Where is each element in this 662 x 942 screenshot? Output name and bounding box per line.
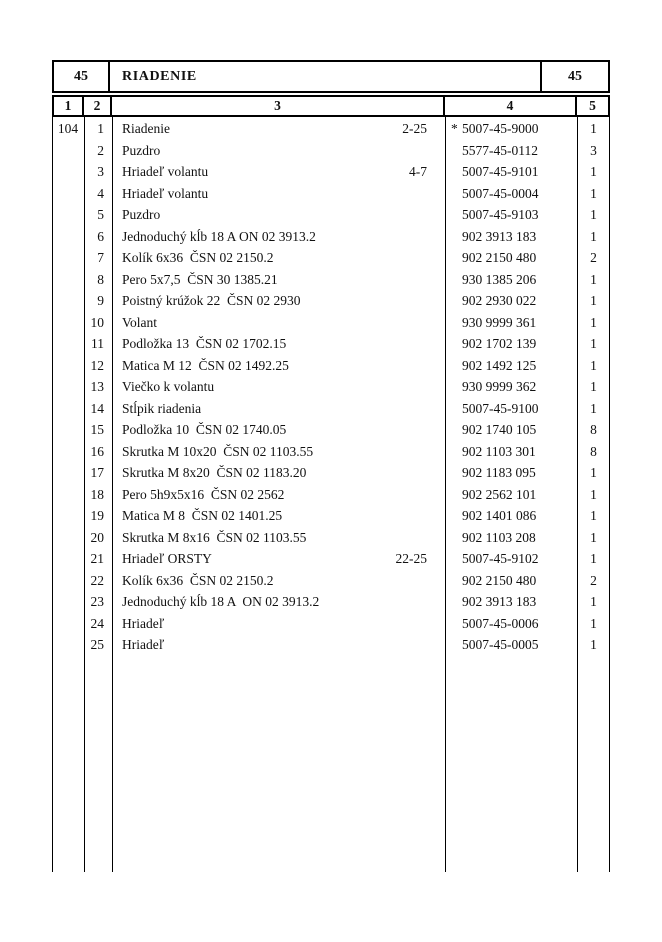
row-star-marker: [445, 312, 462, 334]
row-ref-range: [427, 247, 445, 269]
row-description: Skrutka M 10x20 ČSN 02 1103.55: [122, 443, 314, 459]
row-star-marker: [445, 484, 462, 506]
row-quantity: 2: [590, 250, 597, 265]
table-body: [52, 117, 610, 872]
row-part-cell: [445, 613, 577, 635]
row-quantity: 1: [590, 164, 597, 179]
column-header-5: 5: [577, 95, 610, 117]
row-description-cell: [112, 441, 445, 463]
column-header-2: 2: [84, 95, 112, 117]
row-description: Viečko k volantu: [122, 379, 215, 394]
row-star-marker: [445, 398, 462, 420]
row-part-cell: [445, 183, 577, 205]
row-group-code: [52, 505, 84, 527]
row-ref-range: [427, 419, 445, 441]
row-part-cell: [445, 441, 577, 463]
row-description: Hriadeľ ORSTY: [122, 551, 212, 566]
row-part-number: 902 1103 301: [462, 443, 536, 459]
row-position: 21: [90, 551, 104, 566]
row-star-marker: [445, 419, 462, 441]
row-description: Puzdro: [122, 207, 161, 222]
row-description: Jednoduchý kĺb 18 A ON 02 3913.2: [122, 228, 316, 244]
table-row: [52, 183, 610, 205]
row-part-number: 930 9999 361: [462, 314, 537, 330]
row-quantity: 1: [590, 121, 597, 136]
row-star-marker: [445, 527, 462, 549]
row-ref-range: [427, 613, 445, 635]
row-star-marker: [445, 183, 462, 205]
row-quantity: 1: [590, 271, 597, 287]
row-part-cell: [445, 226, 577, 248]
row-part-number: 902 2150 480: [462, 572, 537, 588]
row-position: 12: [90, 357, 104, 373]
row-position: 6: [97, 228, 104, 244]
row-description-cell: [112, 118, 445, 140]
row-position: 3: [97, 164, 104, 179]
row-star-marker: [445, 613, 462, 635]
row-part-number: 902 1702 139: [462, 336, 537, 351]
row-group-code: [52, 634, 84, 656]
row-quantity: 2: [590, 572, 597, 588]
row-star-marker: [445, 247, 462, 269]
table-row: [52, 226, 610, 248]
table-row: [52, 118, 610, 140]
row-position: 23: [90, 594, 104, 609]
row-description: Stĺpik riadenia: [122, 400, 202, 416]
table-row: [52, 161, 610, 183]
row-part-cell: [445, 312, 577, 334]
row-part-number: 902 1103 208: [462, 529, 536, 545]
table-row: [52, 398, 610, 420]
row-part-number: 902 2930 022: [462, 293, 537, 308]
row-position: 17: [90, 465, 104, 480]
row-ref-range: [427, 355, 445, 377]
row-part-cell: [445, 333, 577, 355]
table-row: [52, 548, 610, 570]
row-part-number: 5007-45-0004: [462, 185, 539, 201]
row-part-cell: [445, 247, 577, 269]
row-star-marker: [445, 269, 462, 291]
row-position: 10: [90, 314, 104, 330]
row-description: Riadenie: [122, 121, 170, 136]
row-part-number: 902 1740 105: [462, 422, 537, 437]
row-description-cell: [112, 613, 445, 635]
table-row: [52, 484, 610, 506]
row-quantity: 1: [590, 400, 597, 416]
row-part-cell: [445, 269, 577, 291]
row-part-cell: [445, 419, 577, 441]
row-part-number: 902 2150 480: [462, 250, 537, 265]
row-position: 14: [90, 400, 104, 416]
row-description: Skrutka M 8x20 ČSN 02 1183.20: [122, 465, 307, 480]
row-description-cell: [112, 505, 445, 527]
row-part-number: 5007-45-9000: [462, 121, 539, 136]
table-row: [52, 527, 610, 549]
row-part-number: 902 1492 125: [462, 357, 537, 373]
column-header-3: 3: [112, 95, 445, 117]
table-row: [52, 376, 610, 398]
row-description-cell: [112, 204, 445, 226]
row-part-cell: [445, 634, 577, 656]
row-part-number: 5577-45-0112: [462, 142, 538, 158]
row-description-cell: [112, 462, 445, 484]
row-star-marker: [445, 140, 462, 162]
row-part-number: 902 1401 086: [462, 508, 537, 523]
row-part-cell: [445, 548, 577, 570]
table-row: [52, 570, 610, 592]
row-position: 20: [90, 529, 104, 545]
row-description: Hriadeľ volantu: [122, 164, 209, 179]
row-part-number: 5007-45-9102: [462, 551, 539, 566]
row-star-marker: [445, 290, 462, 312]
table-row: [52, 355, 610, 377]
row-description-cell: [112, 226, 445, 248]
row-quantity: 8: [590, 422, 597, 437]
row-position: 16: [90, 443, 104, 459]
table-row: [52, 634, 610, 656]
row-quantity: 1: [590, 486, 597, 502]
row-description-cell: [112, 570, 445, 592]
row-group-code: [52, 591, 84, 613]
table-row: [52, 333, 610, 355]
row-part-number: 902 3913 183: [462, 594, 537, 609]
row-description: Matica M 12 ČSN 02 1492.25: [122, 357, 289, 373]
row-description: Jednoduchý kĺb 18 A ON 02 3913.2: [122, 594, 320, 609]
row-part-cell: [445, 570, 577, 592]
row-description: Puzdro: [122, 142, 161, 158]
table-row: [52, 419, 610, 441]
row-description: Poistný krúžok 22 ČSN 02 2930: [122, 293, 301, 308]
row-part-cell: [445, 118, 577, 140]
row-star-marker: [445, 548, 462, 570]
row-ref-range: [427, 140, 445, 162]
row-group-code: [52, 312, 84, 334]
row-position: 19: [90, 508, 104, 523]
row-ref-range: [427, 505, 445, 527]
row-group-code: [52, 204, 84, 226]
row-group-code: [52, 269, 84, 291]
row-quantity: 1: [590, 551, 597, 566]
row-group-code: [52, 290, 84, 312]
row-ref-range: [427, 376, 445, 398]
row-group-code: [52, 140, 84, 162]
row-quantity: 1: [590, 637, 597, 652]
row-part-cell: [445, 505, 577, 527]
row-star-marker: [445, 355, 462, 377]
section-code-left: 45: [52, 60, 110, 93]
row-part-cell: [445, 204, 577, 226]
row-quantity: 1: [590, 379, 597, 394]
row-quantity: 1: [590, 508, 597, 523]
column-header-4: 4: [445, 95, 577, 117]
row-position: 4: [97, 185, 104, 201]
row-group-code: [52, 441, 84, 463]
row-quantity: 3: [590, 142, 597, 158]
row-group-code: [52, 548, 84, 570]
row-description: Podložka 13 ČSN 02 1702.15: [122, 336, 287, 351]
table-row: [52, 613, 610, 635]
row-quantity: 1: [590, 465, 597, 480]
row-group-code: [52, 376, 84, 398]
row-part-number: 930 9999 362: [462, 379, 537, 394]
row-star-marker: [445, 333, 462, 355]
row-ref-range: [427, 570, 445, 592]
table-row: [52, 505, 610, 527]
row-part-cell: [445, 290, 577, 312]
row-part-number: 5007-45-9100: [462, 400, 539, 416]
row-part-number: 902 1183 095: [462, 465, 536, 480]
row-quantity: 1: [590, 228, 597, 244]
row-quantity: 1: [590, 529, 597, 545]
row-star-marker: [445, 591, 462, 613]
row-star-marker: [445, 204, 462, 226]
table-row: [52, 591, 610, 613]
row-ref-range: 22-25: [395, 551, 427, 566]
row-description: Kolík 6x36 ČSN 02 2150.2: [122, 250, 274, 265]
column-header-1: 1: [52, 95, 84, 117]
row-description-cell: [112, 398, 445, 420]
row-part-cell: [445, 355, 577, 377]
row-position: 13: [90, 379, 104, 394]
row-quantity: 1: [590, 336, 597, 351]
row-description: Hriadeľ volantu: [122, 185, 209, 201]
row-group-code: [52, 419, 84, 441]
row-quantity: 1: [590, 594, 597, 609]
row-description-cell: [112, 591, 445, 613]
row-part-number: 5007-45-9103: [462, 207, 539, 222]
row-group-code: [52, 613, 84, 635]
row-position: 18: [90, 486, 104, 502]
table-row: [52, 140, 610, 162]
row-description-cell: [112, 140, 445, 162]
row-group-code: [52, 398, 84, 420]
row-description-cell: [112, 333, 445, 355]
row-ref-range: [427, 591, 445, 613]
row-quantity: 1: [590, 314, 597, 330]
row-ref-range: [427, 204, 445, 226]
row-ref-range: [427, 484, 445, 506]
row-group-code: 104: [57, 121, 79, 136]
row-position: 7: [97, 250, 104, 265]
row-ref-range: [427, 333, 445, 355]
row-part-cell: [445, 527, 577, 549]
row-part-cell: [445, 398, 577, 420]
row-part-cell: [445, 140, 577, 162]
row-ref-range: [427, 269, 445, 291]
section-title: RIADENIE: [110, 60, 542, 93]
row-description-cell: [112, 484, 445, 506]
row-star-marker: [445, 462, 462, 484]
row-description: Hriadeľ: [122, 615, 165, 631]
row-description-cell: [112, 634, 445, 656]
row-star-marker: [445, 161, 462, 183]
row-part-cell: [445, 591, 577, 613]
row-position: 5: [97, 207, 104, 222]
row-ref-range: [427, 312, 445, 334]
row-group-code: [52, 355, 84, 377]
row-description-cell: [112, 376, 445, 398]
row-part-cell: [445, 376, 577, 398]
row-quantity: 1: [590, 207, 597, 222]
parts-list: [52, 118, 610, 656]
row-position: 25: [90, 637, 104, 652]
row-description-cell: [112, 161, 445, 183]
row-part-cell: [445, 161, 577, 183]
row-star-marker: [445, 226, 462, 248]
table-row: [52, 269, 610, 291]
row-description: Pero 5x7,5 ČSN 30 1385.21: [122, 271, 278, 287]
row-position: 11: [91, 336, 104, 351]
row-description-cell: [112, 527, 445, 549]
row-description: Pero 5h9x5x16 ČSN 02 2562: [122, 486, 285, 502]
row-quantity: 1: [590, 357, 597, 373]
row-group-code: [52, 527, 84, 549]
row-description: Skrutka M 8x16 ČSN 02 1103.55: [122, 529, 307, 545]
row-quantity: 1: [590, 185, 597, 201]
row-description-cell: [112, 419, 445, 441]
row-description-cell: [112, 183, 445, 205]
row-part-number: 5007-45-0005: [462, 637, 539, 652]
row-part-number: 902 3913 183: [462, 228, 537, 244]
row-position: 8: [97, 271, 104, 287]
table-row: [52, 312, 610, 334]
row-group-code: [52, 570, 84, 592]
row-ref-range: 2-25: [402, 121, 427, 136]
row-position: 22: [90, 572, 104, 588]
row-quantity: 1: [590, 615, 597, 631]
row-part-cell: [445, 484, 577, 506]
row-description-cell: [112, 548, 445, 570]
row-group-code: [52, 226, 84, 248]
row-description-cell: [112, 269, 445, 291]
row-ref-range: [427, 290, 445, 312]
row-ref-range: [427, 634, 445, 656]
row-position: 24: [90, 615, 104, 631]
row-description: Volant: [122, 314, 158, 330]
row-description: Podložka 10 ČSN 02 1740.05: [122, 422, 287, 437]
row-description-cell: [112, 290, 445, 312]
table-row: [52, 204, 610, 226]
row-position: 15: [90, 422, 104, 437]
row-part-number: 902 2562 101: [462, 486, 537, 502]
row-ref-range: [427, 226, 445, 248]
row-star-marker: [445, 570, 462, 592]
table-row: [52, 462, 610, 484]
row-description-cell: [112, 247, 445, 269]
row-position: 1: [97, 121, 104, 136]
row-ref-range: [427, 527, 445, 549]
row-group-code: [52, 161, 84, 183]
row-ref-range: [427, 398, 445, 420]
row-part-number: 5007-45-9101: [462, 164, 539, 179]
row-ref-range: 4-7: [409, 164, 427, 179]
row-description: Hriadeľ: [122, 637, 165, 652]
row-group-code: [52, 247, 84, 269]
row-star-marker: [445, 505, 462, 527]
row-part-number: 930 1385 206: [462, 271, 537, 287]
row-star-marker: [445, 376, 462, 398]
row-part-number: 5007-45-0006: [462, 615, 539, 631]
row-position: 9: [97, 293, 104, 308]
column-header-row: [52, 95, 610, 117]
row-description: Matica M 8 ČSN 02 1401.25: [122, 508, 283, 523]
row-star-marker: [445, 441, 462, 463]
row-ref-range: [427, 441, 445, 463]
table-row: [52, 441, 610, 463]
row-description-cell: [112, 312, 445, 334]
row-star-marker: *: [451, 121, 458, 136]
row-ref-range: [427, 462, 445, 484]
table-row: [52, 290, 610, 312]
row-part-cell: [445, 462, 577, 484]
table-header: [52, 60, 610, 93]
row-ref-range: [427, 183, 445, 205]
row-quantity: 8: [590, 443, 597, 459]
row-group-code: [52, 484, 84, 506]
section-code-right: 45: [542, 60, 610, 93]
row-description-cell: [112, 355, 445, 377]
row-position: 2: [97, 142, 104, 158]
table-row: [52, 247, 610, 269]
row-group-code: [52, 183, 84, 205]
row-group-code: [52, 333, 84, 355]
row-description: Kolík 6x36 ČSN 02 2150.2: [122, 572, 274, 588]
row-star-marker: [445, 634, 462, 656]
row-group-code: [52, 462, 84, 484]
row-quantity: 1: [590, 293, 597, 308]
